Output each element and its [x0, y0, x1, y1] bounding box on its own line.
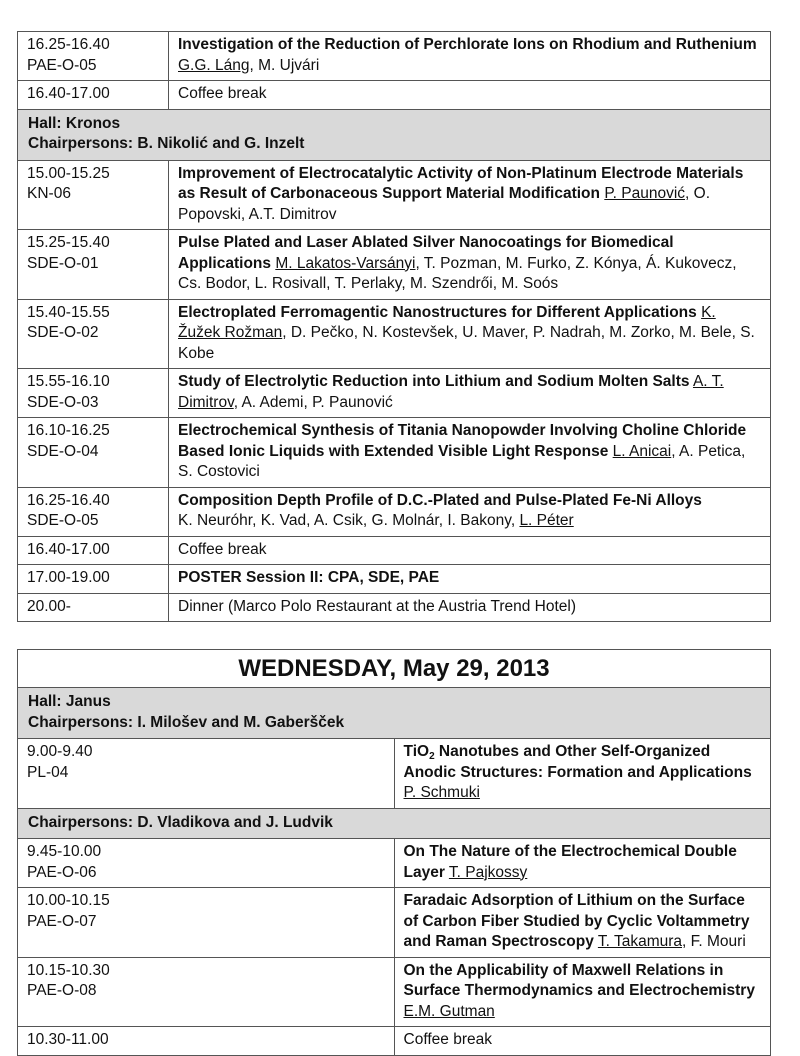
time-cell [18, 369, 169, 418]
title-part: Nanotubes and Other Self-Organized Anodic Structures: Formation and Applications [403, 743, 752, 781]
chairpersons: Chairpersons: D. Vladikova and J. Ludvik [28, 813, 333, 831]
time-cell [18, 739, 395, 809]
coauthors: , D. Pečko, N. Kostevšek, U. Maver, P. Nadrah, M. Zorko, M. Bele, S. Kobe [178, 324, 755, 362]
time-cell [18, 230, 169, 300]
time-cell [18, 565, 169, 594]
time-cell [18, 160, 169, 230]
time: 10.00-10.15 [27, 892, 110, 909]
presenter: T. Takamura [597, 933, 683, 950]
break-cell [394, 1027, 771, 1056]
table-row [18, 487, 771, 536]
dinner-text: Dinner (Marco Polo Restaurant at the Austria Trend Hotel) [178, 597, 577, 615]
time-cell [18, 81, 169, 110]
chairpersons-header [18, 808, 771, 839]
time: 16.25-16.40 [27, 36, 110, 53]
break-text: Coffee break [403, 1031, 492, 1048]
break-text: Coffee break [178, 85, 267, 102]
time: 9.00-9.40 [27, 743, 93, 760]
time: 16.40-17.00 [27, 85, 110, 102]
table-row [18, 593, 771, 622]
session-code: SDE-O-02 [27, 324, 99, 341]
time-cell [18, 593, 169, 622]
chairpersons: Chairpersons: I. Milošev and M. Gaberšček [28, 713, 345, 731]
hall-header [18, 688, 771, 739]
talk-cell [169, 299, 771, 369]
talk-cell [169, 32, 771, 81]
talk-title: Electrochemical Synthesis of Titania Nanopowder Involving Choline Chloride Based Ionic Liquids with Extended Visible Light Response [178, 422, 747, 460]
session-code: PAE-O-07 [27, 912, 97, 930]
hall-header-row [18, 109, 771, 160]
presenter: K. Žužek Rožman [178, 303, 716, 341]
talk-cell [394, 739, 771, 809]
session-code: SDE-O-03 [27, 393, 99, 411]
session-code: SDE-O-01 [27, 254, 99, 272]
dinner-cell [169, 593, 771, 622]
presenter: P. Schmuki [403, 784, 480, 801]
talk-cell [394, 957, 771, 1027]
poster-session-text: POSTER Session II: CPA, SDE, PAE [178, 569, 440, 586]
time: 15.00-15.25 [27, 164, 110, 182]
talk-title: On The Nature of the Electrochemical Double Layer [403, 843, 737, 881]
session-code: SDE-O-04 [27, 442, 99, 460]
table-row [18, 536, 771, 565]
talk-cell [169, 160, 771, 230]
time: 16.10-16.25 [27, 422, 110, 439]
presenter: G.G. Láng [178, 56, 250, 74]
session-code: PAE-O-08 [27, 982, 97, 999]
hall-name: Hall: Kronos [28, 114, 121, 132]
table-row [18, 957, 771, 1027]
day-heading [18, 650, 771, 688]
talk-cell [169, 230, 771, 300]
coauthors: , T. Pozman, M. Furko, Z. Kónya, Á. Kukovecz, Cs. Bodor, L. Rosivall, T. Perlaky, M. Szendrői, M. Soós [178, 254, 737, 292]
hall-header-row [18, 688, 771, 739]
break-cell [169, 81, 771, 110]
time: 10.15-10.30 [27, 961, 110, 979]
day-header-row [18, 650, 771, 688]
time-cell [18, 957, 395, 1027]
presenter: P. Paunović [604, 185, 686, 202]
presenter: L. Anicai [612, 442, 672, 460]
time: 15.55-16.10 [27, 373, 110, 390]
session-code: PL-04 [27, 763, 69, 781]
table-row [18, 299, 771, 369]
schedule-table-tuesday [17, 31, 771, 622]
table-row [18, 32, 771, 81]
coauthors: , M. Ujvári [249, 56, 320, 74]
time: 16.40-17.00 [27, 540, 110, 558]
talk-cell [169, 487, 771, 536]
presenter: E.M. Gutman [403, 1002, 495, 1020]
chairpersons: Chairpersons: B. Nikolić and G. Inzelt [28, 135, 305, 152]
session-code: PAE-O-05 [27, 56, 97, 74]
table-row [18, 565, 771, 594]
time-cell [18, 487, 169, 536]
day-title: WEDNESDAY, May 29, 2013 [238, 655, 550, 682]
session-code: PAE-O-06 [27, 863, 97, 881]
presenter: M. Lakatos-Varsányi [275, 254, 416, 272]
time: 10.30-11.00 [27, 1031, 109, 1048]
table-row [18, 739, 771, 809]
talk-title: Electroplated Ferromagentic Nanostructures for Different Applications [178, 303, 697, 321]
hall-name: Hall: Janus [28, 693, 111, 710]
table-row [18, 369, 771, 418]
talk-title: Investigation of the Reduction of Perchlorate Ions on Rhodium and Ruthenium [178, 36, 757, 53]
time-cell [18, 32, 169, 81]
session-code: KN-06 [27, 185, 71, 202]
coauthors: , A. Ademi, P. Paunović [233, 393, 393, 411]
time-cell [18, 536, 169, 565]
hall-header [18, 109, 771, 160]
title-part: TiO [403, 743, 430, 760]
talk-title: Pulse Plated and Laser Ablated Silver Nanocoatings for Biomedical Applications [178, 234, 674, 272]
time: 17.00-19.00 [27, 569, 110, 586]
talk-cell [169, 418, 771, 488]
time-cell [18, 299, 169, 369]
break-text: Coffee break [178, 540, 267, 558]
presenter: T. Pajkossy [448, 863, 528, 881]
talk-cell [169, 369, 771, 418]
presenter: A. T. Dimitrov [178, 373, 724, 411]
table-row [18, 888, 771, 958]
time: 16.25-16.40 [27, 491, 110, 509]
session-code: SDE-O-05 [27, 512, 99, 529]
break-cell [169, 536, 771, 565]
time: 20.00- [27, 597, 71, 615]
talk-cell [394, 888, 771, 958]
talk-title: Faradaic Adsorption of Lithium on the Surface of Carbon Fiber Studied by Cyclic Voltammetry and Raman Spectroscopy [403, 892, 750, 950]
talk-title: Improvement of Electrocatalytic Activity of Non-Platinum Electrode Materials as Result of Carbonaceous Support Material Modification [178, 164, 744, 202]
table-row [18, 230, 771, 300]
time-cell [18, 888, 395, 958]
time-cell [18, 1027, 395, 1056]
talk-title: On the Applicability of Maxwell Relations in Surface Thermodynamics and Electrochemistry [403, 961, 755, 999]
coauthors: K. Neuróhr, K. Vad, A. Csik, G. Molnár, I. Bakony, [178, 512, 520, 529]
talk-title [404, 743, 752, 781]
time-cell [18, 839, 395, 888]
time-cell [18, 418, 169, 488]
chairpersons-row [18, 808, 771, 839]
title-subscript: 2 [429, 751, 435, 762]
coauthors: , O. Popovski, A.T. Dimitrov [178, 185, 711, 223]
presenter: L. Péter [519, 512, 574, 529]
table-row [18, 160, 771, 230]
coauthors: , F. Mouri [682, 933, 746, 950]
table-row [18, 418, 771, 488]
table-row [18, 1027, 771, 1056]
talk-title: Composition Depth Profile of D.C.-Plated and Pulse-Plated Fe-Ni Alloys [178, 491, 702, 509]
talk-cell [394, 839, 771, 888]
talk-title: Study of Electrolytic Reduction into Lithium and Sodium Molten Salts [178, 373, 690, 390]
table-row [18, 81, 771, 110]
poster-cell [169, 565, 771, 594]
time: 15.25-15.40 [27, 234, 110, 251]
coauthors: , A. Petica, S. Costovici [178, 442, 746, 480]
time: 15.40-15.55 [27, 303, 110, 321]
schedule-table-wednesday [17, 649, 771, 1056]
time: 9.45-10.00 [27, 843, 102, 860]
table-row [18, 839, 771, 888]
